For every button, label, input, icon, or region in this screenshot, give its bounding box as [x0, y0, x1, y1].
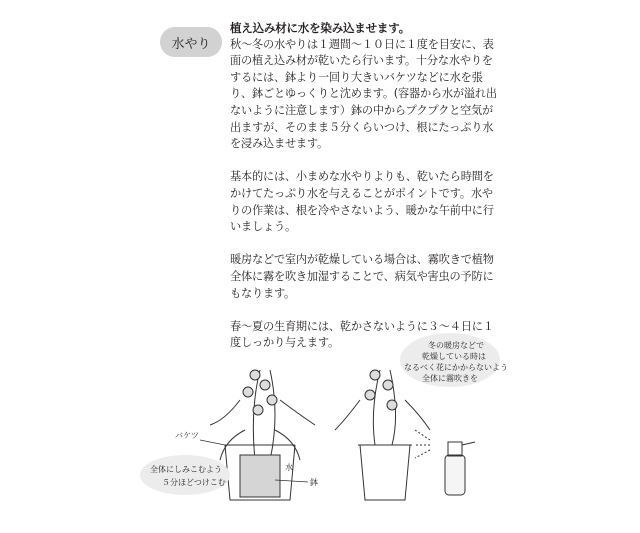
plant-in-pot — [335, 370, 430, 445]
spray-bottle-icon — [415, 430, 475, 495]
bubble-right-line-3: なるべく花にかからないよう — [404, 363, 508, 372]
paragraph-humidity: 暖房などで室内が乾燥している場合は、霧吹きで植物全体に霧を吹き加湿することで、病気や害虫の予防にもなります。 — [230, 253, 494, 300]
bubble-left-line-1: 全体にしみこむよう — [150, 465, 222, 474]
label-bucket: バケツ — [175, 431, 199, 440]
pot-icon — [358, 445, 412, 500]
bubble-right-line-4: 全体に霧吹きを — [422, 374, 478, 383]
bubble-left — [140, 455, 230, 495]
section-badge: 水やり — [160, 27, 222, 57]
paragraph-basic-tip: 基本的には、小まめな水やりよりも、乾いたら時間をかけてたっぷり水を与えることがポイントです。水やりの作業は、根を冷やさないよう、暖かな午前中に行いましょう。 — [230, 170, 494, 234]
bubble-left-line-2: ５分ほどつけこむ — [162, 478, 226, 487]
label-pot: 鉢 — [310, 478, 318, 487]
bubble-right-line-2: 乾燥している時は — [422, 352, 486, 361]
bucket-icon — [225, 445, 295, 500]
paragraph-growing-season: 春〜夏の生育期には、乾かさないように３〜４日に１度しっかり与えます。 — [230, 319, 494, 350]
watering-illustration — [130, 330, 510, 530]
section-heading: 植え込み材に水を染み込ませます。 — [230, 21, 410, 35]
bubble-right-line-1: 冬の暖房などで — [428, 341, 484, 350]
label-water: 水 — [285, 463, 293, 472]
paragraph-watering-method: 秋〜冬の水やりは１週間〜１０日に１度を目安に、表面の植え込み材が乾いたら行います。十分な水やりをするには、鉢より一回り大きいバケツなどに水を張り、鉢ごとゆっくりと沈めます。(容器から水が溢れ出ないように注意します）鉢の中からプクプクと空気が出ますが、そのまま５分くらいつけ、根にたっぷり水を浸み込ませます。 — [230, 37, 497, 151]
body-text — [230, 20, 500, 368]
plant-in-bucket — [210, 370, 315, 460]
